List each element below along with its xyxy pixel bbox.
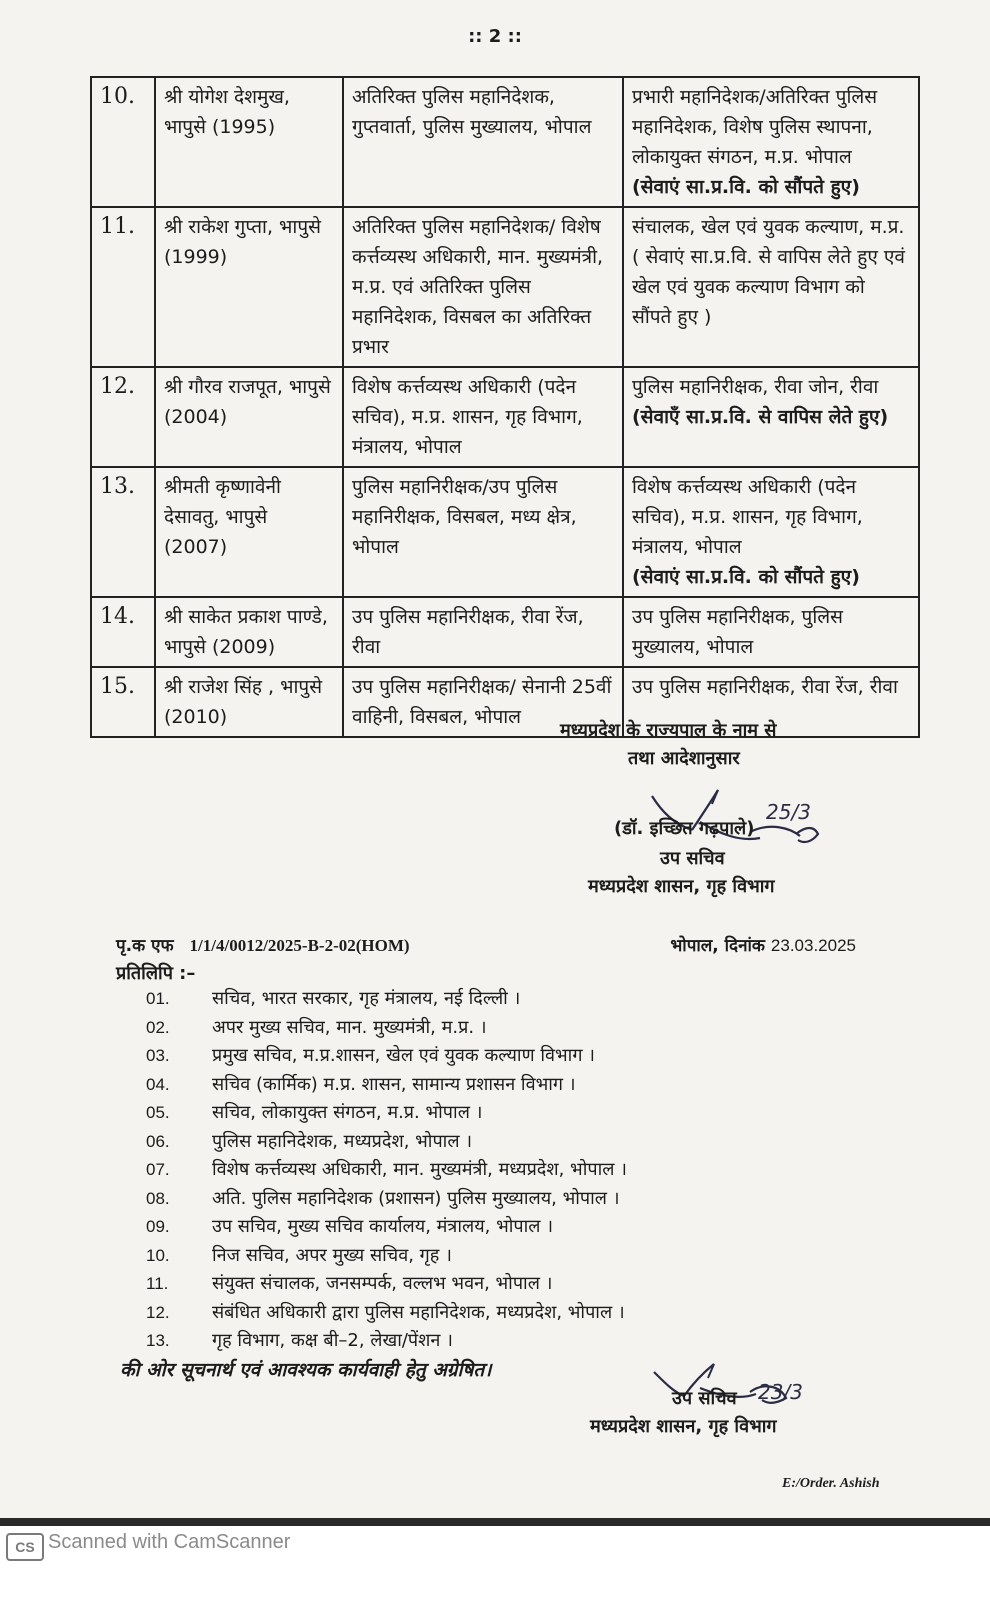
new-posting — [623, 367, 919, 467]
serial-number — [91, 667, 155, 737]
new-posting — [623, 597, 919, 667]
current-posting — [343, 77, 623, 207]
list-item-number: 07. — [146, 1160, 170, 1179]
serial-number-text: 11. — [100, 214, 135, 239]
list-item-text: उप सचिव, मुख्य सचिव कार्यालय, मंत्रालय, भोपाल । — [212, 1216, 554, 1237]
table-row — [91, 467, 919, 597]
list-item-number: 08. — [146, 1188, 170, 1208]
officer-name-text: श्री योगेश देशमुख, भापुसे (1995) — [164, 86, 290, 138]
list-item-number: 09. — [146, 1217, 170, 1236]
list-item-text: विशेष कर्त्तव्यस्थ अधिकारी, मान. मुख्यमंत्री, मध्यप्रदेश, भोपाल । — [212, 1159, 627, 1180]
list-item-number: 02. — [146, 1017, 170, 1037]
list-item — [146, 1185, 627, 1214]
current-posting-text: पुलिस महानिरीक्षक/उप पुलिस महानिरीक्षक, विसबल, मध्य क्षेत्र, भोपाल — [352, 476, 577, 558]
serial-number — [91, 77, 155, 207]
scanner-watermark-text: Scanned with CamScanner — [48, 1531, 291, 1553]
list-item-text: पुलिस महानिदेशक, मध्यप्रदेश, भोपाल । — [212, 1130, 473, 1152]
signatory-name: (डॉ. इच्छित गढ़पाले) — [614, 818, 755, 839]
table-row — [91, 597, 919, 667]
new-posting — [623, 207, 919, 367]
current-posting — [343, 207, 623, 367]
table-row — [91, 77, 919, 207]
serial-number — [91, 467, 155, 597]
current-posting-text: विशेष कर्त्तव्यस्थ अधिकारी (पदेन सचिव), म.प्र. शासन, गृह विभाग, मंत्रालय, भोपाल — [352, 376, 583, 458]
officer-name-text: श्री राकेश गुप्ता, भापुसे (1999) — [164, 216, 321, 268]
list-item — [146, 1042, 627, 1071]
serial-number-text: 12. — [100, 374, 135, 399]
officer-name-text: श्री राजेश सिंह , भापुसे (2010) — [164, 676, 323, 728]
list-item-text: संबंधित अधिकारी द्वारा पुलिस महानिदेशक, मध्यप्रदेश, भोपाल । — [212, 1301, 625, 1323]
camscanner-logo-icon: CS — [6, 1533, 44, 1561]
list-item — [146, 1270, 627, 1299]
list-item-text: सचिव, भारत सरकार, गृह मंत्रालय, नई दिल्ली । — [212, 988, 521, 1009]
place-date — [670, 933, 856, 956]
officer-name-text: श्री साकेत प्रकाश पाण्डे, भापुसे (2009) — [164, 606, 328, 658]
list-item-number: 05. — [146, 1103, 170, 1122]
list-item — [146, 1099, 627, 1128]
list-item-text: संयुक्त संचालक, जनसम्पर्क, वल्लभ भवन, भोपाल । — [212, 1273, 553, 1294]
new-posting-text: उप पुलिस महानिरीक्षक, रीवा रेंज, रीवा — [632, 676, 898, 698]
list-item-number: 06. — [146, 1131, 170, 1151]
signatory-designation: उप सचिव — [660, 848, 725, 869]
copy-to-list — [146, 985, 627, 1356]
list-item-text: गृह विभाग, कक्ष बी–2, लेखा/पेंशन । — [212, 1330, 453, 1351]
new-posting-text: प्रभारी महानिदेशक/अतिरिक्त पुलिस महानिदेशक, विशेष पुलिस स्थापना, लोकायुक्त संगठन, म.प्र. भोपाल — [632, 86, 878, 168]
serial-number-text: 15. — [100, 674, 135, 699]
list-item-number: 13. — [146, 1331, 170, 1350]
file-code: E:/Order. Ashish — [782, 1476, 880, 1491]
list-item-text: अति. पुलिस महानिदेशक (प्रशासन) पुलिस मुख्यालय, भोपाल । — [212, 1187, 620, 1209]
list-item — [146, 1242, 627, 1271]
list-item-text: प्रमुख सचिव, म.प्र.शासन, खेल एवं युवक कल्याण विभाग । — [212, 1045, 595, 1066]
serial-number-text: 13. — [100, 474, 135, 499]
officer-name — [155, 467, 343, 597]
officer-name-text: श्रीमती कृष्णावेनी देसावतु, भापुसे (2007) — [164, 476, 281, 558]
list-item — [146, 985, 627, 1014]
new-posting-text: उप पुलिस महानिरीक्षक, पुलिस मुख्यालय, भोपाल — [632, 606, 843, 658]
serial-number — [91, 597, 155, 667]
list-item-number: 11. — [146, 1274, 169, 1293]
service-note: (सेवाएँ सा.प्र.वि. से वापिस लेते हुए) — [632, 406, 889, 428]
list-item-text: निज सचिव, अपर मुख्य सचिव, गृह । — [212, 1244, 452, 1266]
officer-name — [155, 367, 343, 467]
serial-number — [91, 367, 155, 467]
signature-date-2: 23/3 — [758, 1380, 803, 1404]
officer-name — [155, 667, 343, 737]
officer-name — [155, 597, 343, 667]
page-number: :: 2 :: — [468, 26, 522, 47]
current-posting — [343, 597, 623, 667]
governor-order-line-1: मध्यप्रदेश के राज्यपाल के नाम से — [560, 720, 777, 741]
reference-prefix: पृ.क एफ — [116, 936, 174, 956]
list-item — [146, 1156, 627, 1185]
signature-date-1: 25/3 — [766, 800, 811, 824]
signatory2-department: मध्यप्रदेश शासन, गृह विभाग — [590, 1416, 777, 1437]
place-label: भोपाल, दिनांक — [670, 936, 765, 956]
list-item-text: सचिव, लोकायुक्त संगठन, म.प्र. भोपाल । — [212, 1102, 483, 1123]
list-item — [146, 1327, 627, 1356]
current-posting — [343, 467, 623, 597]
new-posting-text: संचालक, खेल एवं युवक कल्याण, म.प्र. ( सेवाएं सा.प्र.वि. से वापिस लेते हुए एवं खेल एवं युवक कल्याण विभाग को सौंपते हुए ) — [632, 216, 905, 328]
list-item-number: 01. — [146, 989, 170, 1008]
current-posting-text: अतिरिक्त पुलिस महानिदेशक, गुप्तवार्ता, पुलिस मुख्यालय, भोपाल — [352, 86, 592, 138]
list-item-number: 10. — [146, 1245, 170, 1265]
reference-row — [116, 933, 856, 956]
list-item-number: 04. — [146, 1074, 170, 1094]
scan-edge — [0, 1518, 990, 1526]
officer-name — [155, 77, 343, 207]
forwarding-note: की ओर सूचनार्थ एवं आवश्यक कार्यवाही हेतु अग्रेषित। — [120, 1359, 492, 1381]
list-item — [146, 1014, 627, 1043]
current-posting-text: अतिरिक्त पुलिस महानिदेशक/ विशेष कर्त्तव्यस्थ अधिकारी, मान. मुख्यमंत्री, म.प्र. एवं अतिरिक्त पुलिस महानिदेशक, विसबल का अतिरिक्त प्रभार — [352, 216, 604, 358]
table-row — [91, 207, 919, 367]
list-item — [146, 1299, 627, 1328]
list-item-text: सचिव (कार्मिक) म.प्र. शासन, सामान्य प्रशासन विभाग । — [212, 1073, 576, 1095]
list-item-number: 12. — [146, 1302, 170, 1322]
list-item — [146, 1213, 627, 1242]
reference-number: 1/1/4/0012/2025-B-2-02(HOM) — [189, 936, 410, 955]
serial-number — [91, 207, 155, 367]
new-posting-text: पुलिस महानिरीक्षक, रीवा जोन, रीवा — [632, 376, 879, 398]
service-note: (सेवाएं सा.प्र.वि. को सौंपते हुए) — [632, 566, 860, 588]
transfer-orders-table — [90, 76, 920, 738]
service-note: (सेवाएं सा.प्र.वि. को सौंपते हुए) — [632, 176, 860, 198]
list-item-text: अपर मुख्य सचिव, मान. मुख्यमंत्री, म.प्र. । — [212, 1016, 487, 1038]
signatory-department: मध्यप्रदेश शासन, गृह विभाग — [588, 876, 775, 897]
current-posting-text: उप पुलिस महानिरीक्षक/ सेनानी 25वीं वाहिनी, विसबल, भोपाल — [352, 676, 612, 728]
new-posting-text: विशेष कर्त्तव्यस्थ अधिकारी (पदेन सचिव), म.प्र. शासन, गृह विभाग, मंत्रालय, भोपाल — [632, 476, 863, 558]
serial-number-text: 10. — [100, 84, 135, 109]
officer-name — [155, 207, 343, 367]
current-posting — [343, 367, 623, 467]
serial-number-text: 14. — [100, 604, 135, 629]
signatory2-designation: उप सचिव — [672, 1388, 737, 1409]
current-posting-text: उप पुलिस महानिरीक्षक, रीवा रेंज, रीवा — [352, 606, 584, 658]
list-item — [146, 1128, 627, 1157]
new-posting — [623, 77, 919, 207]
list-item-number: 03. — [146, 1046, 170, 1065]
table-row — [91, 367, 919, 467]
new-posting — [623, 467, 919, 597]
copy-to-heading: प्रतिलिपि :– — [116, 963, 196, 984]
table-row — [91, 667, 919, 737]
governor-order-line-2: तथा आदेशानुसार — [628, 748, 740, 769]
issue-date: 23.03.2025 — [770, 936, 856, 955]
list-item — [146, 1071, 627, 1100]
officer-name-text: श्री गौरव राजपूत, भापुसे (2004) — [164, 376, 331, 428]
